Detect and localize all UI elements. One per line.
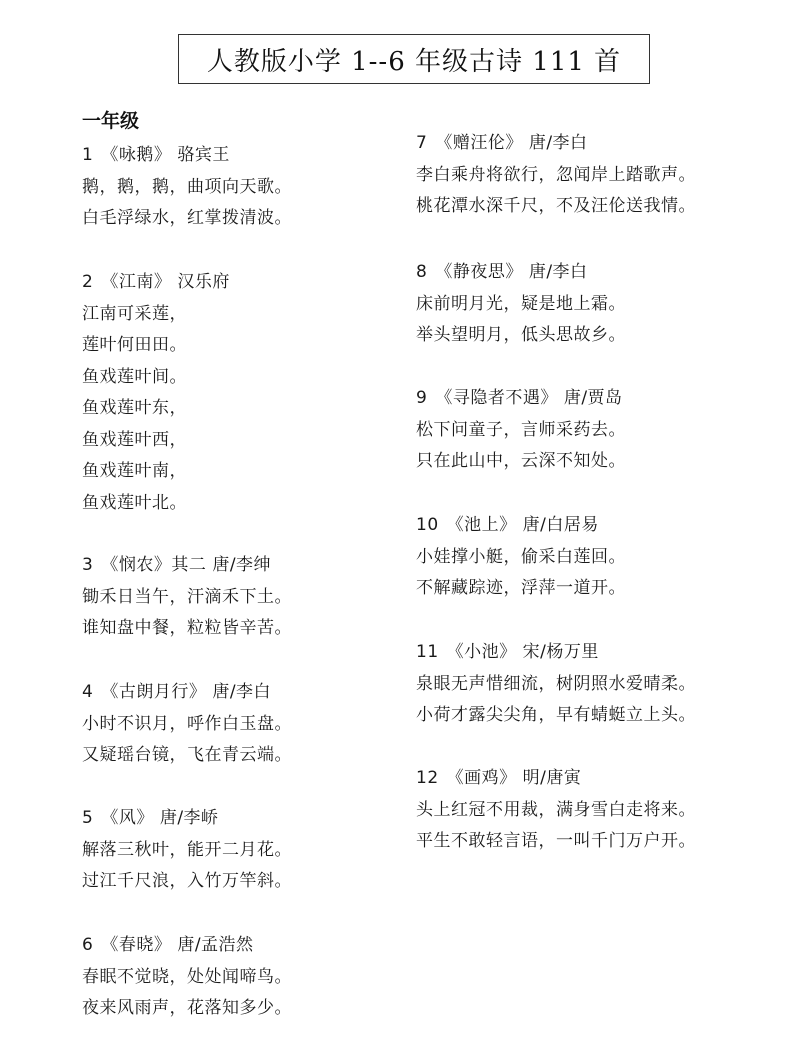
poem-title: 《小池》 — [446, 642, 517, 662]
poem-author: 唐/贾岛 — [563, 388, 623, 408]
poem-block — [416, 510, 626, 605]
poem-heading — [416, 383, 626, 415]
poem-line: 头上红冠不用裁，满身雪白走将来。 — [416, 799, 696, 820]
poem-line: 春眠不觉晓，处处闻啼鸟。 — [82, 966, 292, 987]
poem-author: 唐/李绅 — [212, 555, 272, 575]
poem-number: 2 — [82, 272, 94, 292]
poem-title: 《春晓》 — [101, 935, 172, 955]
poem-block — [416, 383, 626, 478]
poem-author: 唐/孟浩然 — [177, 935, 254, 955]
poem-heading — [416, 128, 696, 160]
poem-heading — [82, 930, 292, 962]
poem-number: 8 — [416, 262, 428, 282]
poem-line: 夜来风雨声，花落知多少。 — [82, 998, 292, 1018]
poem-heading — [416, 637, 696, 669]
poem-author: 唐/白居易 — [522, 515, 599, 535]
poem-line: 泉眼无声惜细流，树阴照水爱晴柔。 — [416, 673, 696, 694]
poem-line: 平生不敢轻言语，一叫千门万户开。 — [416, 831, 696, 851]
poem-line: 锄禾日当午，汗滴禾下土。 — [82, 586, 292, 607]
poem-line: 江南可采莲， — [82, 303, 187, 324]
grade-heading: 一年级 — [82, 110, 140, 132]
poem-author: 唐/李白 — [528, 262, 588, 282]
poem-number: 11 — [416, 642, 439, 662]
poem-line: 小时不识月，呼作白玉盘。 — [82, 713, 292, 734]
poem-line: 白毛浮绿水，红掌拨清波。 — [82, 208, 292, 228]
poem-author: 唐/李白 — [212, 682, 272, 702]
poem-title: 《池上》 — [446, 515, 517, 535]
poem-block — [82, 677, 292, 772]
poem-block — [82, 140, 292, 235]
poem-heading — [82, 677, 292, 709]
poem-block — [416, 763, 696, 858]
poem-heading — [82, 803, 292, 835]
poem-line: 李白乘舟将欲行，忽闻岸上踏歌声。 — [416, 164, 696, 185]
poem-line: 床前明月光，疑是地上霜。 — [416, 293, 626, 314]
poem-block — [416, 257, 626, 352]
poem-line: 过江千尺浪，入竹万竿斜。 — [82, 871, 292, 891]
poem-heading — [416, 510, 626, 542]
poem-title: 《古朗月行》 — [101, 682, 207, 702]
poem-heading — [416, 763, 696, 795]
poem-block — [82, 550, 292, 645]
poem-line: 鱼戏莲叶南， — [82, 461, 187, 481]
poem-line: 松下问童子，言师采药去。 — [416, 419, 626, 440]
poem-title: 《悯农》其二 — [101, 555, 207, 575]
poem-line: 鱼戏莲叶北。 — [82, 492, 187, 513]
poem-author: 唐/李峤 — [159, 808, 219, 828]
poem-heading — [82, 267, 230, 299]
poem-line: 只在此山中，云深不知处。 — [416, 451, 626, 471]
poem-line: 小娃撑小艇，偷采白莲回。 — [416, 546, 626, 567]
poem-number: 6 — [82, 935, 94, 955]
poem-line: 不解藏踪迹，浮萍一道开。 — [416, 578, 626, 598]
poem-block — [82, 930, 292, 1025]
poem-block — [82, 803, 292, 898]
poem-line: 桃花潭水深千尺，不及汪伦送我情。 — [416, 196, 696, 216]
poem-author: 汉乐府 — [177, 272, 230, 292]
poem-line: 又疑瑶台镜，飞在青云端。 — [82, 745, 292, 765]
poem-line: 鱼戏莲叶间。 — [82, 366, 187, 387]
poem-author: 唐/李白 — [528, 133, 588, 153]
poem-title: 《赠汪伦》 — [435, 133, 523, 153]
poem-line: 莲叶何田田。 — [82, 335, 187, 355]
poem-number: 4 — [82, 682, 94, 702]
poem-line: 鹅，鹅，鹅，曲项向天歌。 — [82, 176, 292, 197]
page-title: 人教版小学 1--6 年级古诗 111 首 — [178, 34, 650, 84]
poem-number: 5 — [82, 808, 94, 828]
poem-title: 《画鸡》 — [446, 768, 517, 788]
poem-title: 《静夜思》 — [435, 262, 523, 282]
poem-block — [416, 637, 696, 732]
poem-line: 举头望明月，低头思故乡。 — [416, 325, 626, 345]
poem-title: 《江南》 — [101, 272, 172, 292]
poem-line: 小荷才露尖尖角，早有蜻蜓立上头。 — [416, 705, 696, 725]
poem-heading — [82, 550, 292, 582]
poem-title: 《风》 — [101, 808, 154, 828]
poem-line: 解落三秋叶，能开二月花。 — [82, 839, 292, 860]
poem-number: 7 — [416, 133, 428, 153]
poem-title: 《咏鹅》 — [101, 145, 172, 165]
poem-line: 鱼戏莲叶西， — [82, 429, 187, 450]
poem-author: 宋/杨万里 — [522, 642, 599, 662]
poem-number: 12 — [416, 768, 439, 788]
poem-number: 3 — [82, 555, 94, 575]
poem-line: 鱼戏莲叶东， — [82, 398, 187, 418]
poem-block — [416, 128, 696, 223]
poem-author: 明/唐寅 — [522, 768, 582, 788]
poem-heading — [82, 140, 292, 172]
poem-number: 9 — [416, 388, 428, 408]
poem-block — [82, 267, 230, 519]
poem-title: 《寻隐者不遇》 — [435, 388, 558, 408]
poem-number: 10 — [416, 515, 439, 535]
poem-heading — [416, 257, 626, 289]
poem-number: 1 — [82, 145, 94, 165]
poem-line: 谁知盘中餐，粒粒皆辛苦。 — [82, 618, 292, 638]
poem-author: 骆宾王 — [177, 145, 230, 165]
